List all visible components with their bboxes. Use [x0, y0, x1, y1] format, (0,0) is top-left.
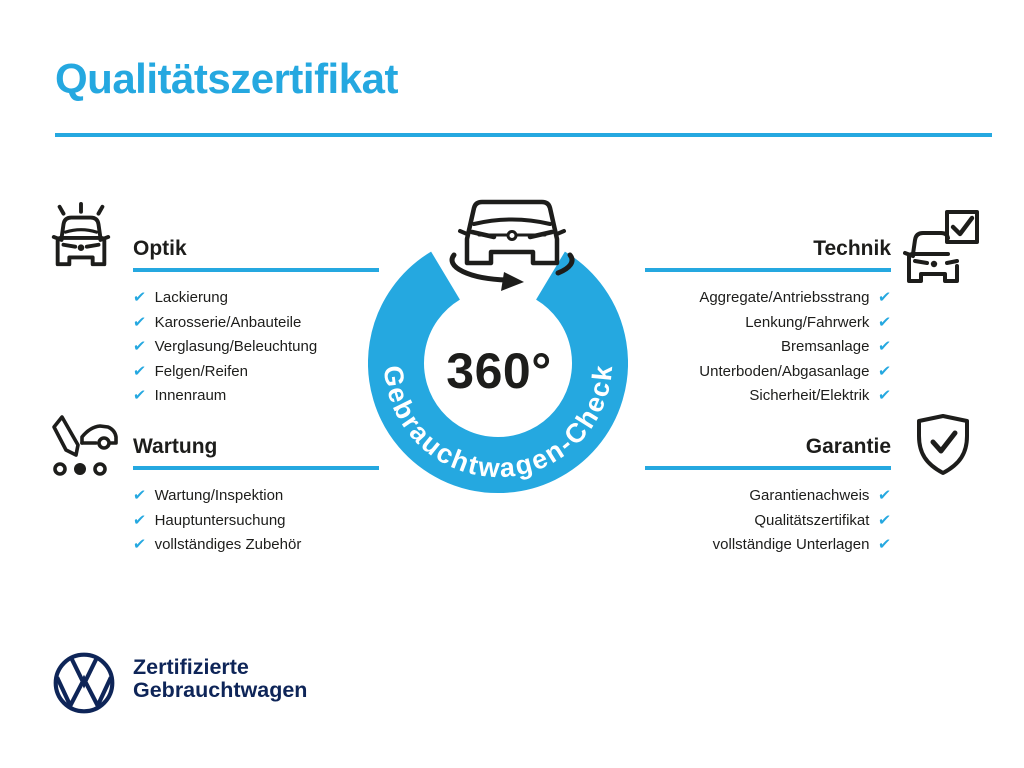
- checklist-item: [133, 533, 379, 558]
- checklist-item: [133, 384, 379, 409]
- section-title-wartung: Wartung: [133, 435, 218, 458]
- footer-claim-line1: Zertifizierte: [133, 655, 249, 679]
- checklist-item: [645, 484, 891, 509]
- checklist: [645, 484, 891, 558]
- page-title: Qualitätszertifikat: [55, 55, 398, 102]
- checklist-item: [645, 311, 891, 336]
- check-icon: ✔: [132, 511, 147, 529]
- car-checkbox-icon: [903, 206, 981, 292]
- checklist-item-label: vollständige Unterlagen: [712, 536, 870, 553]
- section-optik: [133, 237, 379, 409]
- section-technik: [645, 237, 891, 409]
- check-icon: ✔: [877, 387, 892, 404]
- checklist-item-label: Sicherheit/Elektrik: [749, 387, 870, 404]
- checklist: [133, 484, 379, 558]
- section-underline: [645, 466, 891, 470]
- check-icon: ✔: [877, 362, 892, 380]
- checklist-item: [645, 335, 891, 360]
- footer-claim-line2: Gebrauchtwagen: [133, 678, 308, 702]
- shield-check-icon: [907, 410, 979, 480]
- check-icon: ✔: [132, 289, 147, 306]
- check-icon: ✔: [877, 511, 892, 529]
- checklist-item-label: Lackierung: [154, 289, 228, 306]
- checklist-item-label: Karosserie/Anbauteile: [154, 313, 302, 331]
- check-icon: ✔: [132, 536, 147, 553]
- checklist-item: [133, 286, 379, 311]
- checklist-item-label: vollständiges Zubehör: [154, 536, 302, 553]
- checklist-item: [645, 533, 891, 558]
- checklist-item: [133, 311, 379, 336]
- section-title-garantie: Garantie: [805, 435, 891, 458]
- section-underline: [133, 466, 379, 470]
- checklist-item-label: Felgen/Reifen: [154, 362, 248, 380]
- check-icon: ✔: [132, 387, 147, 404]
- vw-logo-icon: [51, 650, 117, 716]
- checklist-item: [645, 509, 891, 534]
- checklist-item: [133, 335, 379, 360]
- section-garantie: [645, 435, 891, 558]
- section-title-technik: Technik: [813, 237, 891, 260]
- ring-label: Gebrauchtwagen-Check: [377, 363, 619, 484]
- check-icon: ✔: [877, 313, 892, 331]
- check-icon: ✔: [877, 487, 892, 504]
- checklist-item-label: Qualitätszertifikat: [754, 511, 870, 529]
- checklist-item-label: Garantienachweis: [749, 487, 870, 504]
- check-icon: ✔: [132, 313, 147, 331]
- checklist-item: [645, 286, 891, 311]
- car-shine-icon: [44, 201, 118, 271]
- section-title-optik: Optik: [133, 237, 187, 260]
- service-checklist-icon: [46, 410, 122, 478]
- section-underline: [645, 268, 891, 272]
- checklist: [133, 286, 379, 409]
- checklist-item: [645, 360, 891, 385]
- checklist-item-label: Lenkung/Fahrwerk: [745, 313, 870, 331]
- ring-360-graphic: [368, 193, 628, 498]
- checklist-item: [133, 509, 379, 534]
- check-icon: ✔: [877, 536, 892, 553]
- check-icon: ✔: [132, 362, 147, 380]
- checklist-item-label: Hauptuntersuchung: [154, 511, 286, 529]
- check-icon: ✔: [132, 338, 147, 355]
- checklist-item-label: Aggregate/Antriebsstrang: [699, 289, 870, 306]
- section-wartung: [133, 435, 379, 558]
- title-divider: [55, 133, 992, 137]
- checklist-item-label: Wartung/Inspektion: [154, 487, 284, 504]
- checklist-item-label: Innenraum: [154, 387, 227, 404]
- checklist-item-label: Bremsanlage: [781, 338, 870, 355]
- checklist-item-label: Unterboden/Abgasanlage: [699, 362, 870, 380]
- checklist-item: [133, 484, 379, 509]
- check-icon: ✔: [132, 487, 147, 504]
- ring-value: 360°: [446, 343, 552, 399]
- checklist-item: [645, 384, 891, 409]
- checklist-item: [133, 360, 379, 385]
- check-icon: ✔: [877, 289, 892, 306]
- checklist: [645, 286, 891, 409]
- section-underline: [133, 268, 379, 272]
- checklist-item-label: Verglasung/Beleuchtung: [154, 338, 318, 355]
- footer-claim: [133, 656, 307, 702]
- check-icon: ✔: [877, 338, 892, 355]
